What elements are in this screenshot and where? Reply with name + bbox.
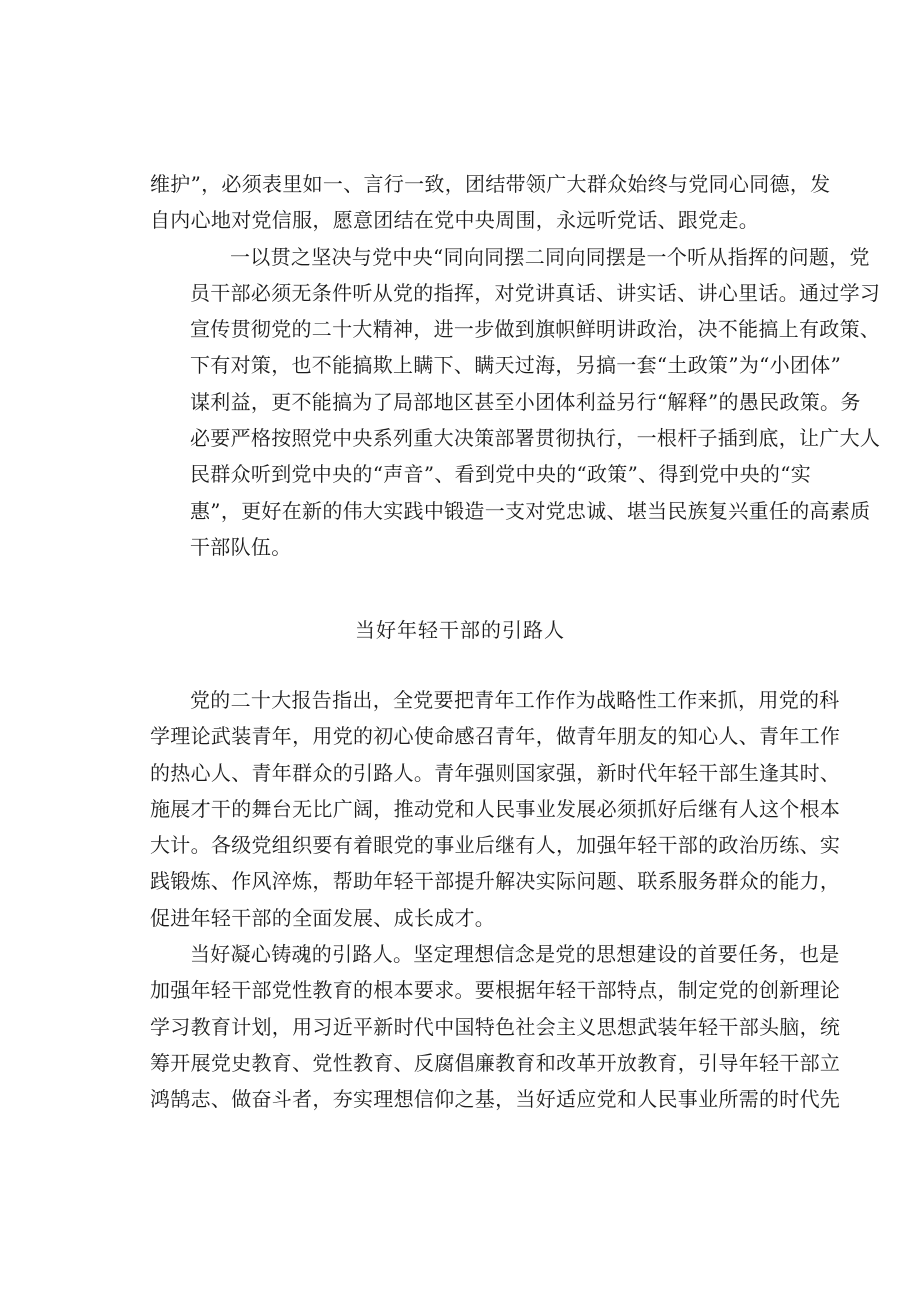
text-line: 学理论武装青年，用党的初心使命感召青年，做青年朋友的知心人、青年工作 — [150, 724, 841, 749]
bottom-text-block — [150, 682, 841, 1118]
text-line: 施展才干的舞台无比广阔，推动党和人民事业发展必须抓好后继有人这个根本 — [150, 796, 841, 821]
text-line: 惠”，更好在新的伟大实践中锻造一支对党忠诚、堪当民族复兴重任的高素质 — [190, 498, 871, 523]
text-line: 必要严格按照党中央系列重大决策部署贯彻执行，一根杆子插到底，让广大人 — [190, 426, 881, 451]
text-line: 当好凝心铸魂的引路人。坚定理想信念是党的思想建设的首要任务，也是 — [190, 942, 840, 967]
paragraph-continued — [150, 166, 831, 239]
text-line: 学习教育计划，用习近平新时代中国特色社会主义思想武装年轻干部头脑，统 — [150, 1014, 841, 1039]
text-line: 加强年轻干部党性教育的根本要求。要根据年轻干部特点，制定党的创新理论 — [150, 978, 841, 1003]
section-title: 当好年轻干部的引路人 — [355, 618, 565, 642]
top-text-block — [150, 166, 881, 565]
text-line: 筹开展党史教育、党性教育、反腐倡廉教育和改革开放教育，引导年轻干部立 — [150, 1050, 841, 1075]
text-line: 自内心地对党信服，愿意团结在党中央周围，永远听党话、跟党走。 — [150, 208, 759, 233]
text-line: 大计。各级党组织要有着眼党的事业后继有人，加强年轻干部的政治历练、实 — [150, 833, 841, 858]
text-line: 员干部必须无条件听从党的指挥，对党讲真话、讲实话、讲心里话。通过学习 — [190, 280, 881, 305]
text-line: 践锻炼、作风淬炼，帮助年轻干部提升解决实际问题、联系服务群众的能力， — [150, 869, 841, 894]
text-line: 民群众听到党中央的“声音”、看到党中央的“政策”、得到党中央的“实 — [190, 462, 812, 487]
text-line: 鸿鹄志、做奋斗者，夯实理想信仰之基，当好适应党和人民事业所需的时代先 — [150, 1087, 841, 1112]
text-line: 维护”，必须表里如一、言行一致，团结带领广大群众始终与党同心同德，发 — [150, 172, 831, 196]
text-line: 党的二十大报告指出，全党要把青年工作作为战略性工作来抓，用党的科 — [190, 688, 840, 712]
text-line: 一以贯之坚决与党中央“同向同摆二同向同摆是一个听从指挥的问题，党 — [230, 244, 870, 269]
text-line: 促进年轻干部的全面发展、成长成才。 — [150, 905, 496, 930]
paragraph-obey-command — [150, 239, 881, 566]
text-line: 干部队伍。 — [190, 534, 292, 559]
text-line: 谋利益，更不能搞为了局部地区甚至小团体利益另行“解释”的愚民政策。务 — [190, 389, 861, 414]
text-line: 的热心人、青年群众的引路人。青年强则国家强，新时代年轻干部生逢其时、 — [150, 760, 841, 785]
text-line: 宣传贯彻党的二十大精神，进一步做到旗帜鲜明讲政治，决不能搞上有政策、 — [190, 317, 881, 342]
paragraph-report — [150, 682, 841, 936]
text-line: 下有对策，也不能搞欺上瞒下、瞒天过海，另搞一套“土政策”为“小团体” — [190, 353, 842, 378]
paragraph-soul-building — [150, 936, 841, 1117]
